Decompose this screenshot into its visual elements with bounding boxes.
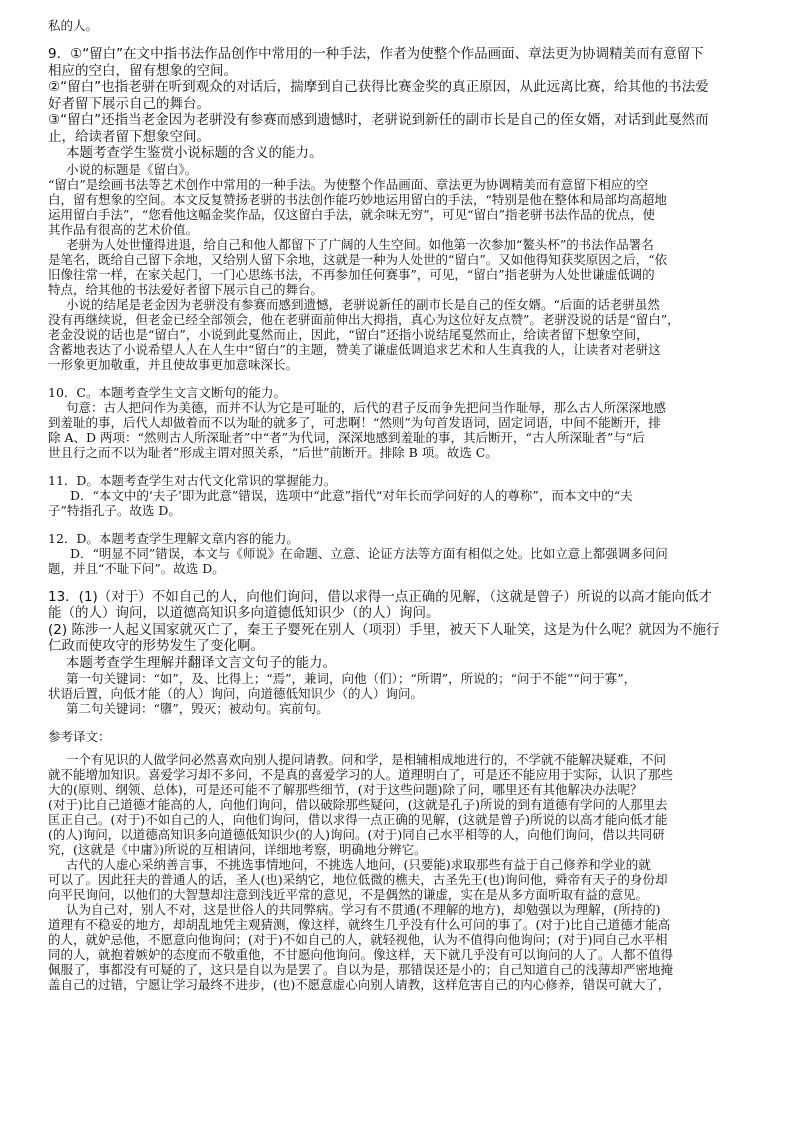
analysis-line: 题，并且“不耻下问”。故选 D。 xyxy=(48,560,225,576)
translation-line: 可以了。因此狂夫的普通人的话，圣人(也)采纳它，地位低微的樵夫，古圣先王(也)询问他，舜帝有天子的身份却 xyxy=(48,872,668,887)
translation-line: 同的人，就抱着嫉妒的态度而不敬重他，不甘愿向他询问。像这样，天下就几乎没有可以询问的人了。人都不值得 xyxy=(48,947,674,962)
translation-line: 认为自己对，别人不对，这是世俗人的共同弊病。学习有不贯通(不理解的地方)，却勉强以为理解，(所持的) xyxy=(66,902,661,917)
answer-heading: 11．D。本题考查学生对古代文化常识的掌握能力。 xyxy=(48,472,337,488)
reference-translation xyxy=(48,729,748,992)
answer-11 xyxy=(48,473,748,518)
analysis-line: 第二句关键词：“隳”，毁灭；被动句。宾前句。 xyxy=(66,701,329,716)
analysis-line: “留白”是绘画书法等艺术创作中常用的一种手法。为使整个作品画面、章法更为协调精美而有意留下相应的空 xyxy=(48,176,649,192)
answer-line: 9．①“留白”在文中指书法作品创作中常用的一种手法，作者为使整个作品画面、章法更为协调精美而有意留下 xyxy=(48,46,704,62)
answer-line: 13．(1)（对于）不如自己的人，向他们询问，借以求得一点正确的见解，（这就是曾子）所说的以高才能向低才 xyxy=(48,588,713,605)
continued-line: 私的人。 xyxy=(48,18,99,33)
answer-line: 能（的人）询问，以道德高知识多向道德低知识少（的人）询问。 xyxy=(48,605,440,621)
translation-line: 的人，就妒忌他，不愿意向他询问；(对于)不如自己的人，就轻视他，认为不值得向他询问；(对于)同自己水平相 xyxy=(48,932,668,947)
answer-13 xyxy=(48,589,748,717)
translation-line: 大的(原则、纲领、总体)，可是还可能不了解那些细节，(对于这些问题)除了问，哪里还有其他解决办法呢？ xyxy=(48,782,643,797)
answer-intro: 本题考查学生鉴赏小说标题的含义的能力。 xyxy=(66,145,323,161)
translation-line: 匡正自己。(对于)不如自己的人，向他们询问，借以求得一点正确的见解，(这就是曾子)所说的以高才能向低才能 xyxy=(48,812,668,827)
analysis-line: 老骈为人处世懂得进退，给自己和他人都留下了广阔的人生空间。如他第一次参加“鳌头杯”的书法作品署名 xyxy=(66,236,654,252)
answer-9 xyxy=(48,46,748,372)
analysis-line: D．“本文中的‘夫子’即为此意”错误，选项中“此意”指代“对年长而学问好的人的尊称”，而本文中的“夫 xyxy=(70,487,633,503)
answer-line: 止，给读者留下想象空间。 xyxy=(48,128,210,145)
analysis-line: 除 A、D 两项：“然则古人所深耻者”中“者”为代词，深深地感到羞耻的事，其后断开，“古人所深耻者”与“后 xyxy=(48,429,645,445)
analysis-line: 到羞耻的事，后代人却做着而不以为耻的就多了，可悲啊！“然则”为句首发语词，固定词语，中间不能断开，排 xyxy=(48,414,661,430)
analysis-line: 一形象更加敬重，并且使故事更加意味深长。 xyxy=(48,356,299,372)
answer-line: ②“留白”也指老骈在听到观众的对话后，揣摩到自己获得比赛金奖的真正原因，从此远离比赛，给其他的书法爱 xyxy=(48,79,709,95)
answer-line: (2) 陈涉一人起义国家就灭亡了，秦王子婴死在别人（项羽）手里，被天下人耻笑，这是为什么呢？就因为不施行 xyxy=(48,621,720,638)
analysis-line: 旧像往常一样，在家关起门，一门心思练书法，不再参加任何赛事”，可见，“留白”指老骈为人处世谦虚低调的 xyxy=(48,266,655,282)
translation-line: 古代的人虚心采纳善言事，不挑选事情地问，不挑选人地问，(只要能)求取那些有益于自己修养和学业的就 xyxy=(66,857,651,872)
analysis-line: 句意：古人把问作为美德，而并不认为它是可耻的，后代的君子反而争先把问当作耻辱，那么古人所深深地感 xyxy=(66,399,667,415)
analysis-line: D．“明显不同”错误，本文与《师说》在命题、立意、论证方法等方面有相似之处。比如立意上都强调多问问 xyxy=(70,545,668,561)
analysis-line: 第一句关键词：“如”，及、比得上；“焉”，兼词，向他（们）；“所谓”，所说的；“问于不能”“问于寡”， xyxy=(66,671,637,686)
translation-line: (对于)比自己道德才能高的人，向他们询问，借以破除那些疑问，(这就是孔子)所说的到有道德有学问的人那里去 xyxy=(48,797,668,812)
analysis-line: 子”特指孔子。故选 D。 xyxy=(48,502,181,518)
translation-line: 向平民询问，以他们的大智慧却注意到浅近平常的意见，不是偶然的谦虚，实在是从多方面听取有益的意见。 xyxy=(48,887,649,902)
analysis-line: 是笔名，既给自己留下余地，又给别人留下余地，这就是一种为人处世的“留白”。又如他得知获奖原因之后，“依 xyxy=(48,251,668,267)
analysis-line: 小说的标题是《留白》。 xyxy=(66,161,198,177)
answer-heading: 10．C。本题考查学生文言文断句的能力。 xyxy=(48,384,286,400)
translation-line: 佩服了，事都没有可疑的了，这只是自以为是罢了。自以为是，那错误还是小的；自己知道自己的浅薄却严密地掩 xyxy=(48,962,674,977)
translation-line: 盖自己的过错，宁愿让学习最终不进步，(也)不愿意虚心向别人请教，这样危害自己的内心修养，错误可就大了， xyxy=(48,977,671,992)
analysis-line: 老金没说的话也是“留白”，小说到此戛然而止，因此，“留白”还指小说结尾戛然而止，给读者留下想象空间， xyxy=(48,326,649,342)
analysis-line: 白，留有想象的空间。本文反复赞扬老骈的书法创作能巧妙地运用留白的手法，“特别是他在整体和局部均高超地 xyxy=(48,191,667,207)
analysis-line: 其作品有很高的艺术价值。 xyxy=(48,221,199,237)
answer-line: 好者留下展示自己的舞台。 xyxy=(48,95,210,112)
translation-line: 究，(这就是《中庸》)所说的互相请问，详细地考察，明确地分辨它。 xyxy=(48,842,427,857)
analysis-line: 世且行之而不以为耻者”形成主谓对照关系，“后世”前断开。排除 B 项。故选 C。 xyxy=(48,444,498,460)
answer-12 xyxy=(48,531,748,576)
analysis-line: 没有再继续说，但老金已经全部领会，他在老骈面前伸出大拇指，真心为这位好友点赞”。老骈没说的话是“留白”， xyxy=(48,311,680,327)
analysis-line: 含蓄地表达了小说希望人人在人生中“留白”的主题，赞美了谦虚低调追求艺术和人生真我的人，让读者对老骈这 xyxy=(48,341,661,357)
translation-heading: 参考译文： xyxy=(48,729,111,744)
translation-line: 道理有不稳妥的地方，却胡乱地凭主观猜测，像这样，就终生几乎没有什么可问的事了。(对于)比自己道德才能高 xyxy=(48,917,671,932)
answer-line: 相应的空白，留有想象的空间。 xyxy=(48,62,237,79)
translation-line: (的人)询问，以道德高知识多向道德低知识少(的人)询问。(对于)同自己水平相等的人，向他们询问，借以共同研 xyxy=(48,827,665,842)
answer-line: 仁政而使攻守的形势发生了变化啊。 xyxy=(48,638,264,654)
analysis-line: 运用留白手法”，“您看他这幅金奖作品，仅这留白手法，就余味无穷”，可见“留白”指老骈书法作品的优点，使 xyxy=(48,206,655,222)
translation-line: 就不能增加知识。喜爱学习却不多问，不是真的喜爱学习的人。道理明白了，可是还不能应用于实际，认识了那些 xyxy=(48,767,674,782)
document-page xyxy=(48,18,748,992)
analysis-line: 状语后置，向低才能（的人）询问，向道德低知识少（的人）询问。 xyxy=(48,686,424,701)
answer-line: ③“留白”还指当老金因为老骈没有参赛而感到遗憾时，老骈说到新任的副市长是自己的侄女婿，对话到此戛然而 xyxy=(48,112,709,128)
analysis-line: 小说的结尾是老金因为老骈没有参赛而感到遗憾，老骈说新任的副市长是自己的侄女婿。“后面的话老骈虽然 xyxy=(66,296,660,312)
translation-line: 一个有见识的人做学问必然喜欢向别人提问请教。问和学，是相辅相成地进行的，不学就不能解决疑难，不问 xyxy=(66,752,667,767)
answer-intro: 本题考查学生理解并翻译文言文句子的能力。 xyxy=(66,654,336,671)
answer-heading: 12．D。本题考查学生理解文章内容的能力。 xyxy=(48,530,299,546)
answer-10 xyxy=(48,385,748,460)
analysis-line: 特点，给其他的书法爱好者留下展示自己的舞台。 xyxy=(48,281,324,297)
